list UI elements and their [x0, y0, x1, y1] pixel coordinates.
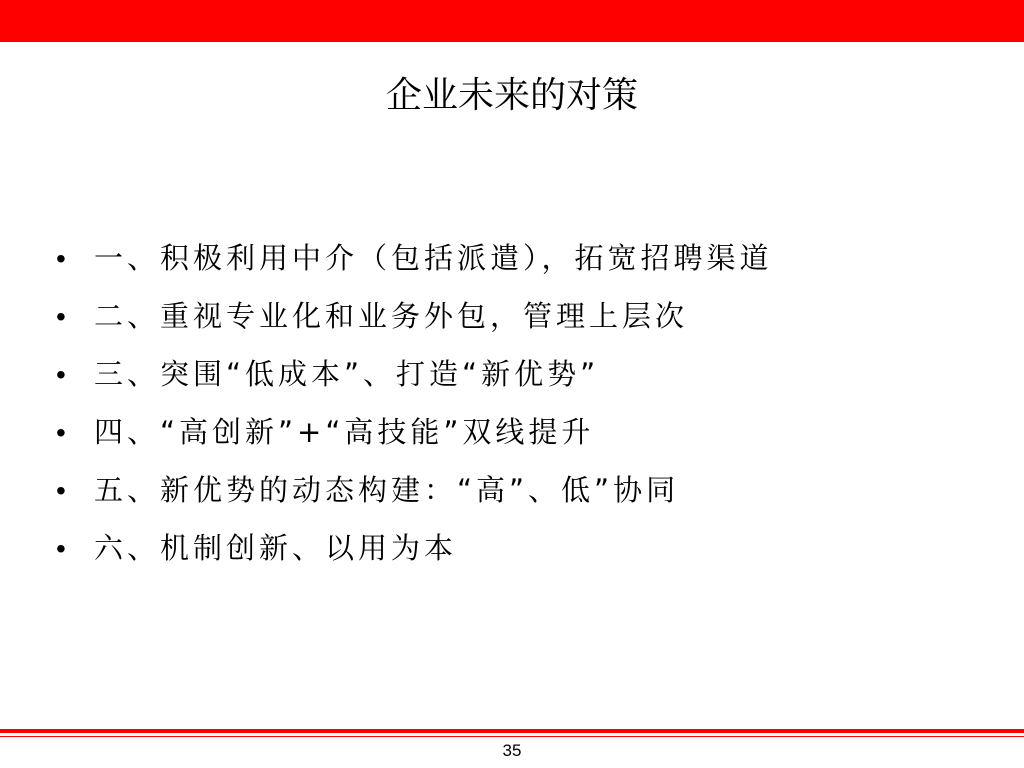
bullet-icon: •: [56, 533, 66, 564]
bullet-icon: •: [56, 243, 66, 274]
bullet-item-4: [56, 406, 773, 464]
bullet-text: 三、突围“低成本”、打造“新优势”: [94, 357, 600, 391]
bullet-item-5: [56, 464, 773, 522]
bullet-text: 二、重视专业化和业务外包，管理上层次: [94, 299, 689, 333]
bullet-text: 五、新优势的动态构建：“高”、低”协同: [94, 473, 680, 507]
bullet-item-2: [56, 290, 773, 348]
bullet-item-1: [56, 232, 773, 290]
bullet-item-6: [56, 522, 773, 580]
bullet-icon: •: [56, 301, 66, 332]
footer-divider-thick: [0, 729, 1024, 733]
bullet-item-3: [56, 348, 773, 406]
bullet-text: 一、积极利用中介（包括派遣），拓宽招聘渠道: [94, 241, 773, 275]
bullet-icon: •: [56, 417, 66, 448]
slide-title: 企业未来的对策: [385, 75, 638, 116]
bullet-text: 四、“高创新”+“高技能”双线提升: [94, 415, 595, 449]
bullet-list: [56, 232, 773, 580]
bullet-text: 六、机制创新、以用为本: [94, 531, 458, 565]
red-header-bar: [0, 0, 1024, 42]
bullet-icon: •: [56, 359, 66, 390]
bullet-icon: •: [56, 475, 66, 506]
page-number: 35: [502, 741, 522, 760]
footer-divider-thin: [0, 736, 1024, 737]
